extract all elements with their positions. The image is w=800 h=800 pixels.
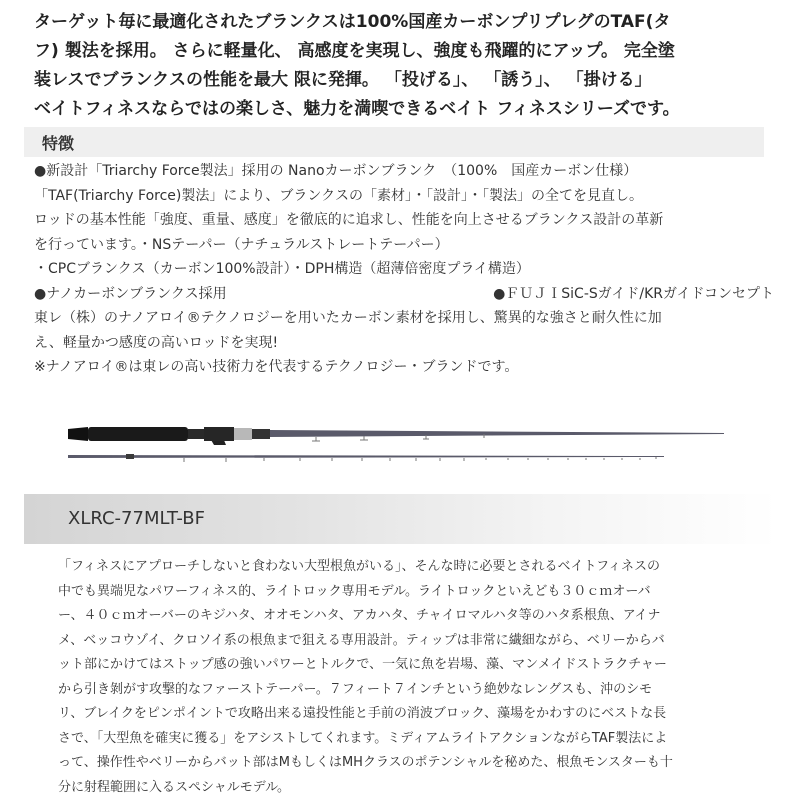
intro-line: 装レスでブランクスの性能を最大 限に発揮。 「投げる」、 「誘う」、 「掛ける」 <box>34 70 652 90</box>
rod-ferrule <box>126 454 134 459</box>
feature-row <box>34 282 774 307</box>
features-list <box>34 159 774 380</box>
description-line: から引き剝がす攻撃的なファーストテーパー。７フィート７インチという絶妙なレングスも、沖のシモ <box>58 681 653 697</box>
rod-blank-lower <box>68 455 664 458</box>
model-description <box>58 555 758 800</box>
description-line: さで、「大型魚を確実に獲る」をアシストしてくれます。ミディアムライトアクションながらTAF製法によ <box>58 730 668 746</box>
rod-guides-lower <box>184 457 656 462</box>
guide <box>360 436 368 440</box>
rod-image <box>64 415 744 475</box>
rod-grip-joint <box>188 429 204 439</box>
intro-line: ベイトフィネスならではの楽しさ、魅力を満喫できるベイト フィネスシリーズです。 <box>34 99 680 119</box>
feature-fuji-guide: ●ＦＵＪＩSiC-Sガイド/KRガイドコンセプト <box>493 285 774 302</box>
rod-fore-grip <box>252 429 270 439</box>
features-heading-bar <box>24 127 764 157</box>
fishing-rod-illustration <box>64 415 744 475</box>
features-heading: 特徴 <box>42 134 75 153</box>
feature-line: ロッドの基本性能「強度、重量、感度」を徹底的に追求し、性能を向上させるブランクス設計の革新 <box>34 212 664 228</box>
description-line: リ、ブレイクをピンポイントで攻略出来る遠投性能と手前の消波ブロック、藻場をかわすのにベストな長 <box>58 706 667 721</box>
feature-nanocarbon: ●ナノカーボンブランクス採用 <box>34 285 227 302</box>
rod-rear-grip <box>88 427 188 441</box>
rod-blank-upper <box>270 430 724 437</box>
rod-metal-hood <box>234 428 252 440</box>
guide <box>312 437 320 441</box>
description-line: 「フィネスにアプローチしないと食わない大型根魚がいる」、そんな時に必要とされるベイトフィネスの <box>58 559 661 574</box>
feature-line: 東レ（株）のナノアロイ®テクノロジーを用いたカーボン素材を採用し、驚異的な強さと耐久性に加 <box>34 310 662 326</box>
model-heading-bar <box>24 494 778 544</box>
feature-line: え、軽量かつ感度の高いロッドを実現! <box>34 334 279 351</box>
description-line: 分に射程範囲に入るスペシャルモデル。 <box>58 779 291 795</box>
intro-line: フ) 製法を採用。 さらに軽量化、 高感度を実現し、強度も飛躍的にアップ。 完全塗 <box>34 41 675 61</box>
model-name: XLRC-77MLT-BF <box>68 508 205 529</box>
feature-line: ・CPCブランクス（カーボン100%設計）・DPH構造（超薄倍密度プライ構造） <box>34 261 530 277</box>
intro-paragraph <box>34 8 774 124</box>
feature-line: 「TAF(Triarchy Force)製法」により、ブランクスの「素材」・「設計」・「製法」の全てを見直し。 <box>34 187 643 204</box>
feature-line: を行っています。・NSテーパー（ナチュラルストレートテーパー） <box>34 236 449 253</box>
description-line: って、操作性やベリーからバット部はMもしくはMHクラスのポテンシャルを秘めた、根魚モンスターも十 <box>58 755 673 770</box>
rod-butt-cap <box>68 427 88 441</box>
intro-line: ターゲット毎に最適化されたブランクスは100%国産カーボンプリプレグのTAF(タ <box>34 12 671 32</box>
description-line: メ、ベッコウゾイ、クロソイ系の根魚まで狙える専用設計。ティップは非常に繊細ながら、ベリーからバ <box>58 632 665 648</box>
rod-reel-seat <box>204 427 234 441</box>
feature-line: ●新設計「Triarchy Force製法」採用の Nanoカーボンブランク （100% 国産カーボン仕様） <box>34 163 638 179</box>
description-line: ー、４０ｃｍオーバーのキジハタ、オオモンハタ、アカハタ、チャイロマルハタ等のハタ系根魚、アイナ <box>58 608 661 623</box>
description-line: ット部にかけてはストップ感の強いパワーとトルクで、一気に魚を岩場、藻、マンメイドストラクチャー <box>58 657 667 672</box>
feature-line: ※ナノアロイ®は東レの高い技術力を代表するテクノロジー・ブランドです。 <box>34 359 519 375</box>
description-line: 中でも異端児なパワーフィネス的、ライトロック専用モデル。ライトロックといえども３０ｃｍオーバ <box>58 583 651 599</box>
